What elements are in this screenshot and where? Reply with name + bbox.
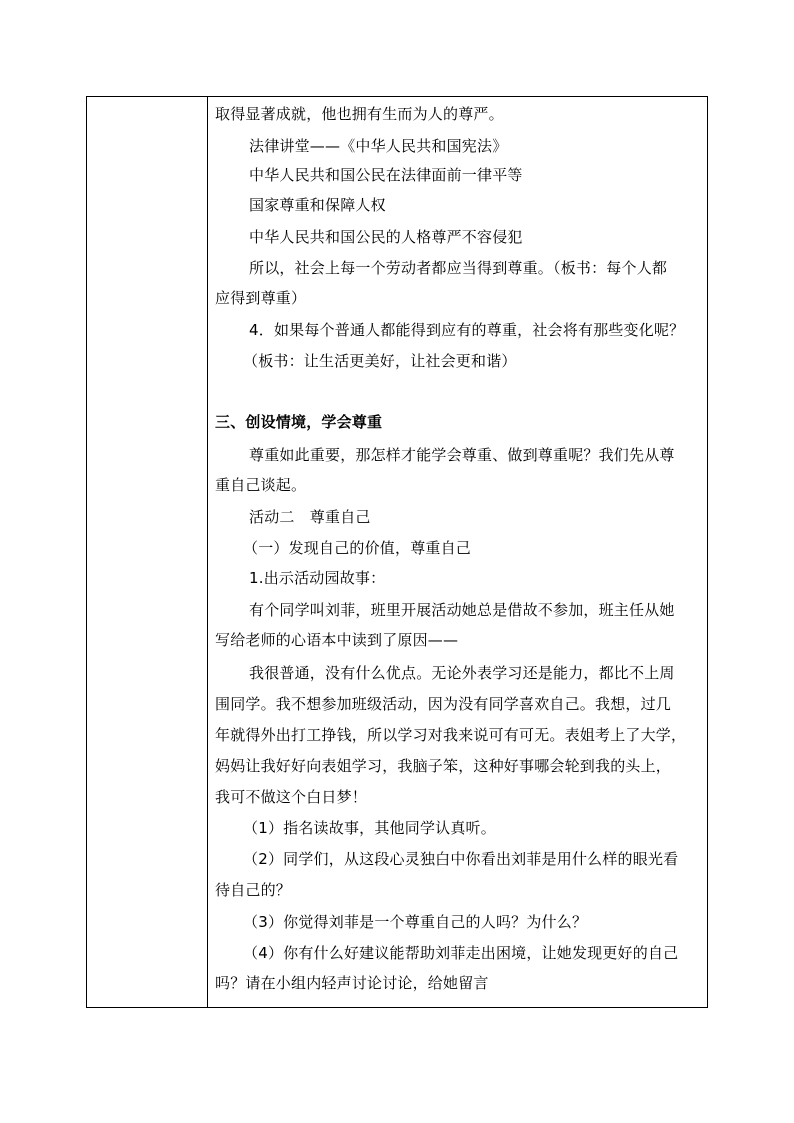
text-line: 取得显著成就，他也拥有生而为人的尊严。 [215, 105, 504, 123]
text-line: 待自己的？ [215, 881, 292, 899]
lesson-table [86, 96, 708, 1008]
text-line: 国家尊重和保障人权 [249, 196, 386, 214]
activity-title: 活动二 尊重自己 [249, 508, 371, 526]
section-heading: 三、创设情境，学会尊重 [215, 413, 383, 431]
text-line: （2）同学们，从这段心灵独白中你看出刘菲是用什么样的眼光看 [243, 850, 679, 868]
text-line: 妈妈让我好好向表姐学习，我脑子笨，这种好事哪会轮到我的头上， [215, 757, 672, 775]
text-line: 1.出示活动园故事： [249, 569, 386, 587]
text-line: 所以，社会上每一个劳动者都应当得到尊重。（板书：每个人都 [249, 259, 668, 277]
text-line: 中华人民共和国公民的人格尊严不容侵犯 [249, 228, 523, 246]
text-line: 尊重如此重要，那怎样才能学会尊重、做到尊重呢？我们先从尊 [249, 446, 675, 464]
text-line: （4）你有什么好建议能帮助刘菲走出困境，让她发现更好的自己 [243, 944, 679, 962]
text-line: （1）指名读故事，其他同学认真听。 [243, 819, 496, 837]
text-line: 吗？请在小组内轻声讨论讨论，给她留言 [215, 974, 489, 992]
text-line: 4．如果每个普通人都能得到应有的尊重，社会将有那些变化呢？ [249, 321, 685, 339]
text-line: （一）发现自己的价值，尊重自己 [243, 539, 472, 557]
text-line: 年就得外出打工挣钱，所以学习对我来说可有可无。表姐考上了大学， [215, 726, 687, 744]
text-line: 围同学。我不想参加班级活动，因为没有同学喜欢自己。我想，过几 [215, 695, 672, 713]
text-line: 法律讲堂——《中华人民共和国宪法》 [249, 137, 508, 155]
text-line: 中华人民共和国公民在法律面前一律平等 [249, 166, 523, 184]
column-divider [207, 97, 208, 1007]
text-line: 我很普通，没有什么优点。无论外表学习还是能力，都比不上周 [249, 664, 675, 682]
text-line: 应得到尊重） [215, 289, 307, 307]
text-line: （3）你觉得刘菲是一个尊重自己的人吗？为什么？ [243, 913, 588, 931]
text-line: 我可不做这个白日梦！ [215, 788, 368, 806]
text-line: （板书：让生活更美好，让社会更和谐） [243, 352, 517, 370]
text-line: 有个同学叫刘菲，班里开展活动她总是借故不参加，班主任从她 [249, 601, 675, 619]
text-line: 重自己谈起。 [215, 476, 307, 494]
text-line: 写给老师的心语本中读到了原因—— [215, 631, 459, 649]
